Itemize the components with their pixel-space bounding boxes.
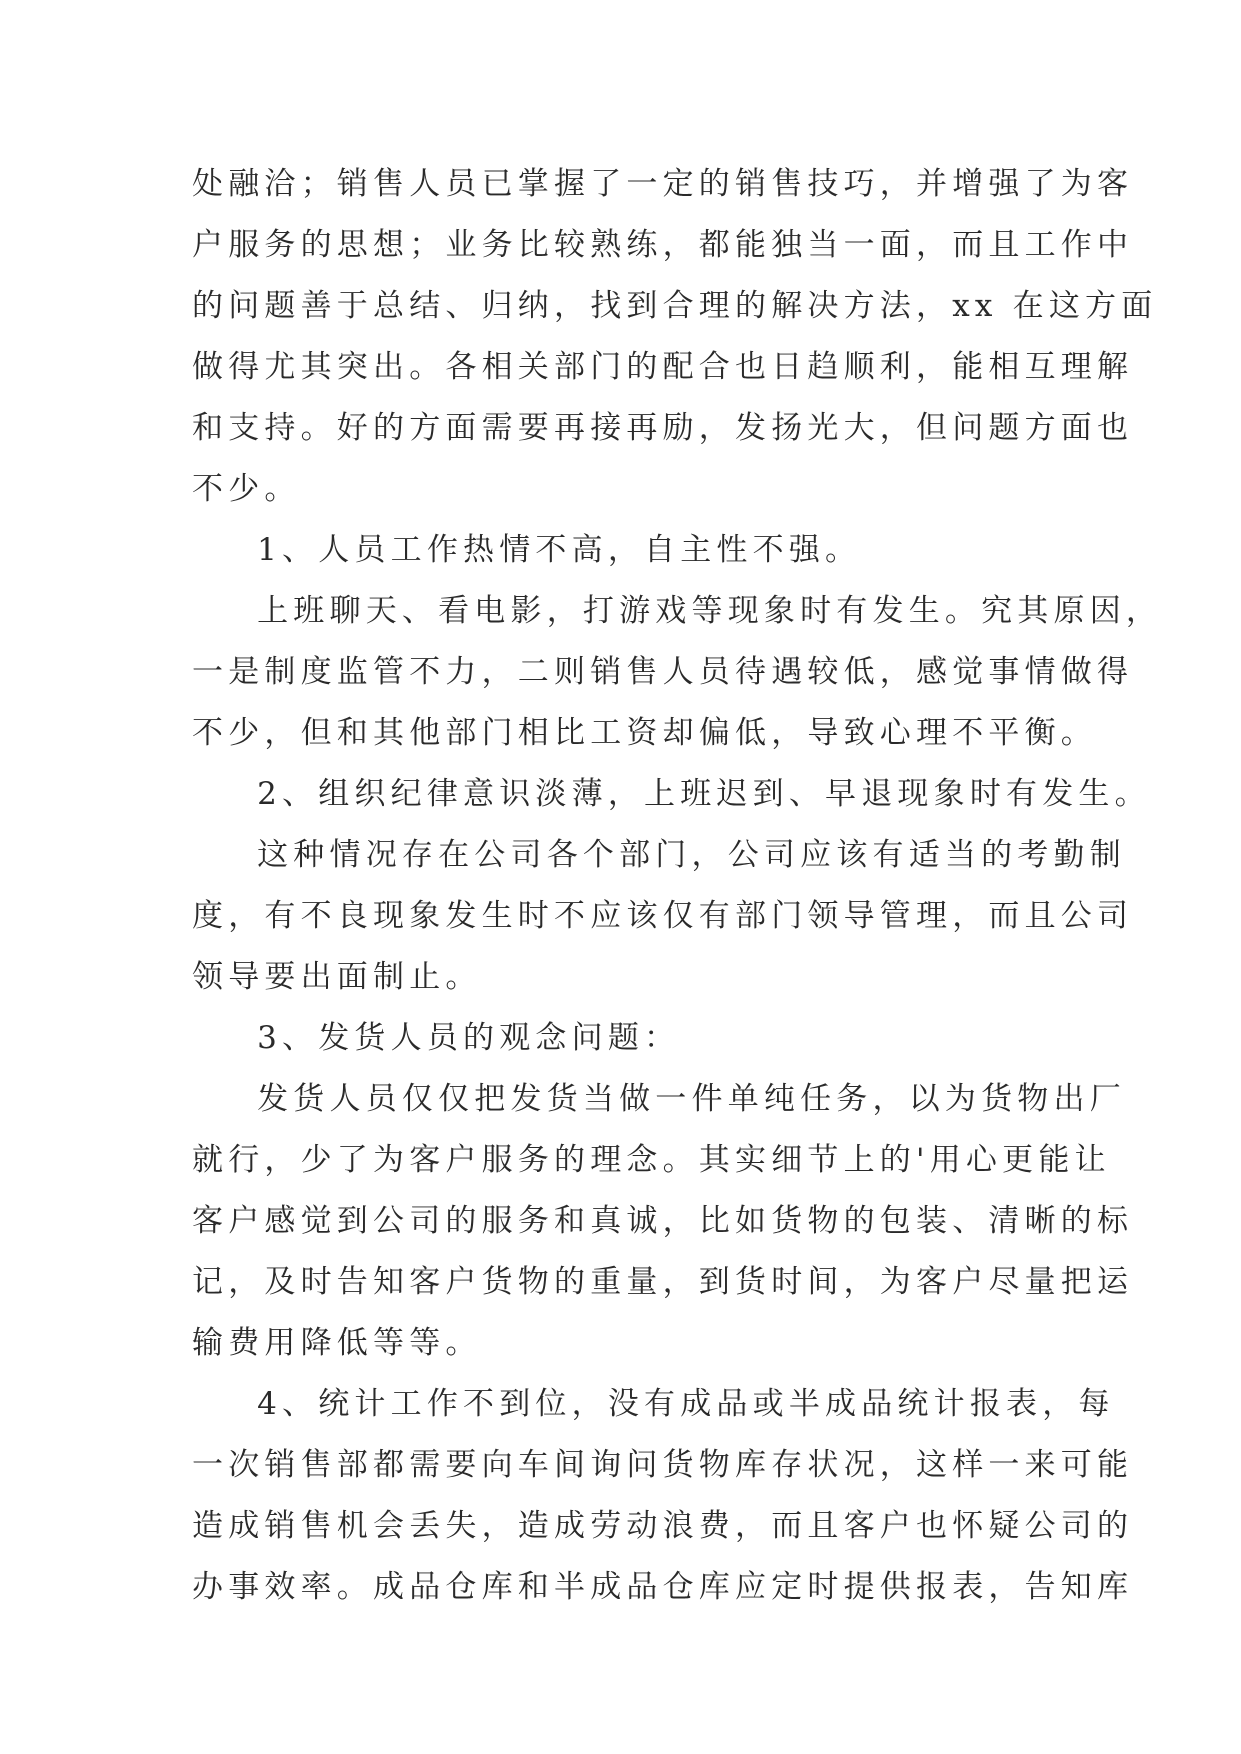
paragraph-p1 [192, 154, 1158, 520]
paragraph-p3 [192, 581, 1163, 764]
text-line: 办事效率。成品仓库和半成品仓库应定时提供报表，告知库 [192, 1569, 1134, 1605]
heading-item-1 [192, 520, 1052, 581]
heading-item-2 [192, 764, 1151, 825]
heading-item-3 [192, 1008, 1052, 1069]
text-line: 不少。 [192, 471, 301, 507]
text-line: 这种情况存在公司各个部门，公司应该有适当的考勤制 [257, 837, 1126, 873]
text-line: 和支持。好的方面需要再接再励，发扬光大，但问题方面也 [192, 410, 1134, 446]
text-line: 户服务的思想；业务比较熟练，都能独当一面，而且工作中 [192, 227, 1134, 263]
paragraph-p8 [192, 1374, 1134, 1618]
text-line: 领导要出面制止。 [192, 959, 482, 995]
text-line: 造成销售机会丢失，造成劳动浪费，而且客户也怀疑公司的 [192, 1508, 1134, 1544]
text-line: 就行，少了为客户服务的理念。其实细节上的'用心更能让 [192, 1142, 1111, 1178]
text-line: 一是制度监管不力，二则销售人员待遇较低，感觉事情做得 [192, 654, 1134, 690]
document-body [192, 154, 1163, 1618]
text-line: 一次销售部都需要向车间询问货物库存状况，这样一来可能 [192, 1447, 1134, 1483]
text-line: 4、统计工作不到位，没有成品或半成品统计报表，每 [257, 1386, 1115, 1422]
text-line: 的问题善于总结、归纳，找到合理的解决方法，xx 在这方面 [192, 288, 1158, 324]
text-line: 记，及时告知客户货物的重量，到货时间，为客户尽量把运 [192, 1264, 1134, 1300]
text-line: 输费用降低等等。 [192, 1325, 482, 1361]
paragraph-p7 [192, 1069, 1134, 1374]
text-line: 2、组织纪律意识淡薄，上班迟到、早退现象时有发生。 [257, 776, 1151, 812]
text-line: 度，有不良现象发生时不应该仅有部门领导管理，而且公司 [192, 898, 1134, 934]
paragraph-p5 [192, 825, 1134, 1008]
text-line: 发货人员仅仅把发货当做一件单纯任务，以为货物出厂 [257, 1081, 1126, 1117]
text-line: 上班聊天、看电影，打游戏等现象时有发生。究其原因， [257, 593, 1163, 629]
text-line: 不少，但和其他部门相比工资却偏低，导致心理不平衡。 [192, 715, 1097, 751]
text-line: 3、发货人员的观念问题： [257, 1020, 681, 1056]
text-line: 1、人员工作热情不高，自主性不强。 [257, 532, 862, 568]
text-line: 客户感觉到公司的服务和真诚，比如货物的包装、清晰的标 [192, 1203, 1134, 1239]
text-line: 处融洽；销售人员已掌握了一定的销售技巧，并增强了为客 [192, 166, 1134, 202]
text-line: 做得尤其突出。各相关部门的配合也日趋顺利，能相互理解 [192, 349, 1134, 385]
